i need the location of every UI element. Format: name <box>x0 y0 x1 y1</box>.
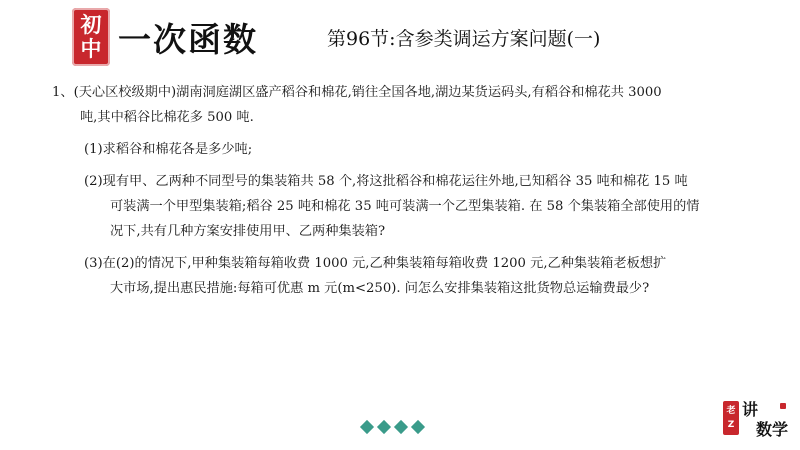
question-part-2 <box>84 169 732 244</box>
logo-seal-char-2: Z <box>727 420 735 430</box>
question-body <box>52 80 732 301</box>
brand-logo <box>720 397 790 441</box>
question-part-1 <box>84 137 732 162</box>
subject-title: 一次函数 <box>118 20 258 59</box>
part-1-text: (1)求稻谷和棉花各是多少吨; <box>84 142 253 157</box>
logo-seal <box>723 401 739 435</box>
grade-badge <box>72 8 110 66</box>
diamond-icon <box>377 420 391 434</box>
logo-text-2: 数学 <box>756 420 789 439</box>
logo-text-1: 讲 <box>742 400 759 419</box>
part-3-line-1: (3)在(2)的情况下,甲种集装箱每箱收费 1000 元,乙种集装箱每箱收费 1200 元,乙种集装箱老板想扩 <box>84 256 667 271</box>
badge-char-2: 中 <box>80 37 102 61</box>
part-3-line-2: 大市场,提出惠民措施:每箱可优惠 m 元(m<250). 问怎么安排集装箱这批货物总运输费最少? <box>110 281 650 296</box>
part-2-line-2: 可装满一个甲型集装箱;稻谷 25 吨和棉花 35 吨可装满一个乙型集装箱. 在 58 个集装箱全部使用的情 <box>110 199 700 214</box>
question-line-1: 1、(天心区校级期中)湖南洞庭湖区盛产稻谷和棉花,销往全国各地,湖边某货运码头,有稻谷和棉花共 3000 <box>52 85 662 100</box>
diamond-icon <box>411 420 425 434</box>
diamond-icon <box>360 420 374 434</box>
logo-seal-char-1: 老 <box>726 406 736 416</box>
page-indicator <box>362 422 423 432</box>
part-2-line-1: (2)现有甲、乙两种不同型号的集装箱共 58 个,将这批稻谷和棉花运往外地,已知稻谷 35 吨和棉花 15 吨 <box>84 174 688 189</box>
badge-char-1: 初 <box>80 13 102 37</box>
question-part-3 <box>84 251 732 301</box>
page-header <box>0 0 800 70</box>
logo-dot <box>780 403 786 409</box>
section-title: 第96节:含参类调运方案问题(一) <box>327 28 601 50</box>
diamond-icon <box>394 420 408 434</box>
question-line-2: 吨,其中稻谷比棉花多 500 吨. <box>80 110 254 125</box>
part-2-line-3: 况下,共有几种方案安排使用甲、乙两种集装箱? <box>110 224 386 239</box>
